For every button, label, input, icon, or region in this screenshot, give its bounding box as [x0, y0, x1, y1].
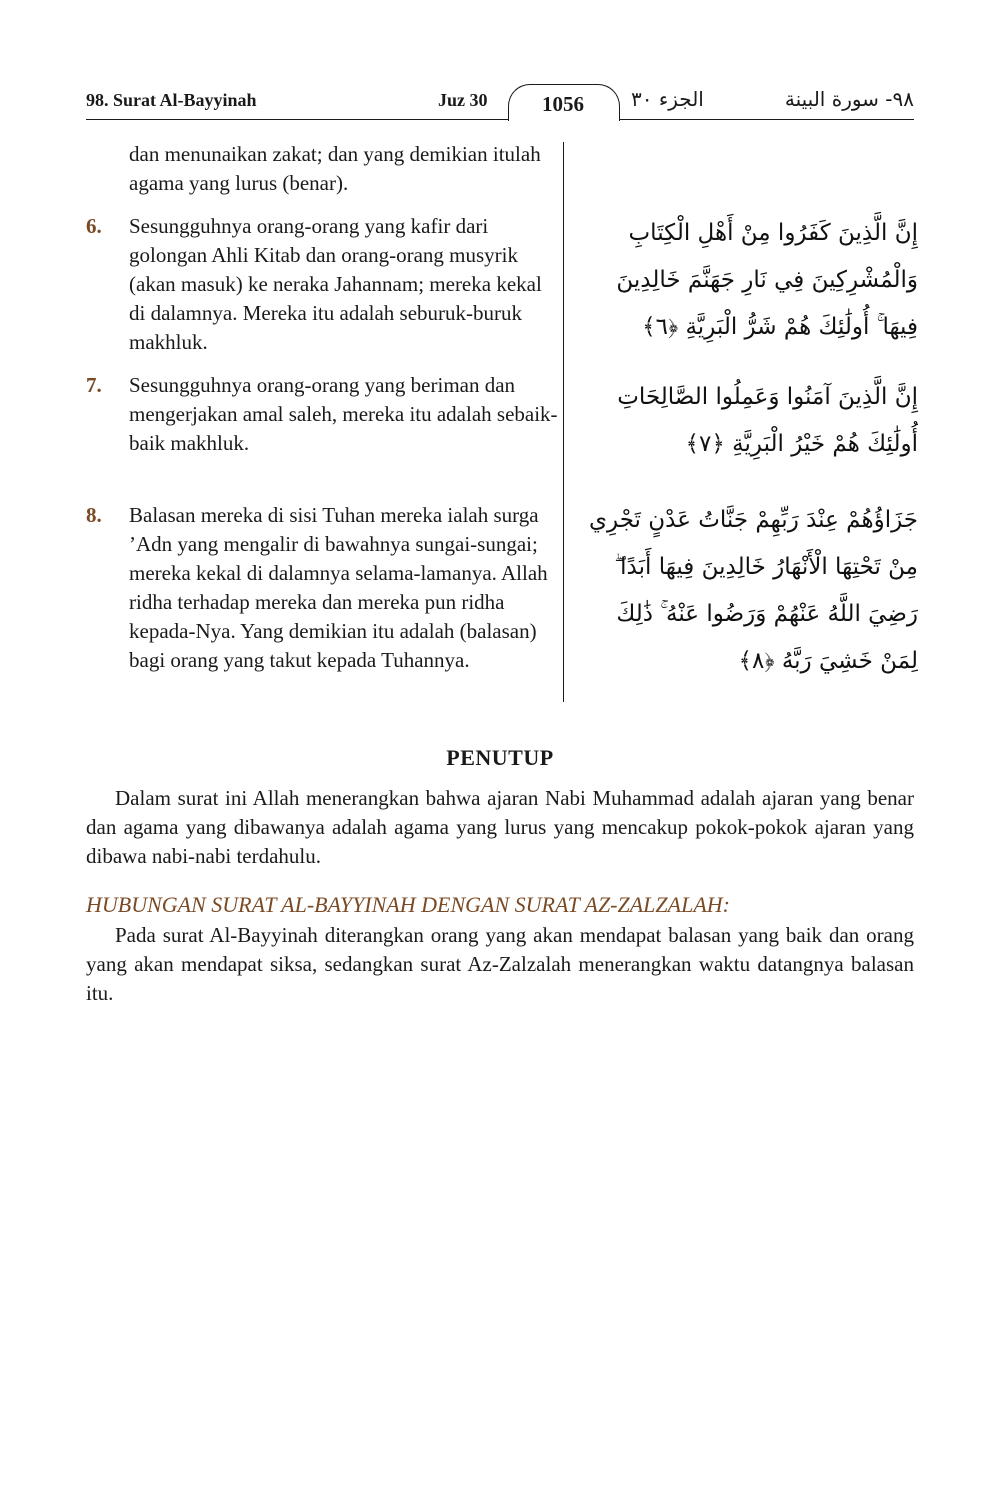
continuation-text: dan menunaikan zakat; dan yang demikian itulah agama yang lurus (benar).	[129, 142, 541, 195]
closing-paragraph: Dalam surat ini Allah menerangkan bahwa ajaran Nabi Muhammad adalah ajaran yang benar dan agama yang dibawanya adalah agama yang lurus yang mencakup pokok-pokok ajaran yang dibawa nabi-nabi terdahulu.	[86, 786, 914, 868]
verse-text: Balasan mereka di sisi Tuhan mereka ialah surga ’Adn yang mengalir di bawahnya sungai-sungai; mereka kekal di dalamnya selama-lamanya. Allah ridha terhadap mereka dan mereka pun ridha kepada-Nya. Yang demikian itu adalah (balasan) bagi orang yang takut kepada Tuhannya.	[129, 503, 548, 672]
header-juz-arabic: الجزء ٣٠	[631, 87, 704, 111]
verse-text: Sesungguhnya orang-orang yang beriman dan mengerjakan amal saleh, mereka itu adalah sebaik-baik makhluk.	[129, 373, 558, 455]
header-surah-arabic: ٩٨- سورة البينة	[784, 87, 914, 111]
section-title: PENUTUP	[446, 745, 554, 770]
verse-number: 7.	[86, 373, 102, 397]
verse-translation	[86, 212, 556, 357]
verse-number: 6.	[86, 214, 102, 238]
arabic-verse-8: جَزَاؤُهُمْ عِنْدَ رَبِّهِمْ جَنَّاتُ عَدْنٍ تَجْرِي مِنْ تَحْتِهَا الْأَنْهَارُ خَالِدِينَ فِيهَا أَبَدًا ۖ رَضِيَ اللَّهُ عَنْهُمْ وَرَضُوا عَنْهُ ۚ ذَٰلِكَ لِمَنْ خَشِيَ رَبَّهُ ﴿٨﴾	[589, 507, 918, 674]
page-header	[86, 82, 914, 126]
relation-paragraph: Pada surat Al-Bayyinah diterangkan orang yang akan mendapat balasan yang baik dan orang yang akan mendapat siksa, sedangkan surat Az-Zalzalah menerangkan waktu datangnya balasan itu.	[86, 923, 914, 1005]
page-number: 1056	[542, 92, 584, 116]
verse-translation	[86, 501, 556, 675]
verse-number: 8.	[86, 503, 102, 527]
arabic-verse-6: إِنَّ الَّذِينَ كَفَرُوا مِنْ أَهْلِ الْكِتَابِ وَالْمُشْرِكِينَ فِي نَارِ جَهَنَّمَ خَالِدِينَ فِيهَا ۚ أُولَٰئِكَ هُمْ شَرُّ الْبَرِيَّةِ ﴿٦﴾	[616, 220, 918, 340]
column-divider	[563, 142, 564, 702]
verse-translation	[86, 371, 556, 458]
header-juz-latin: Juz 30	[438, 90, 488, 110]
header-surah-latin: 98. Surat Al-Bayyinah	[86, 90, 257, 110]
relation-heading: HUBUNGAN SURAT AL-BAYYINAH DENGAN SURAT AZ-ZALZALAH:	[86, 892, 730, 917]
header-rule	[86, 119, 914, 120]
arabic-verse-7: إِنَّ الَّذِينَ آمَنُوا وَعَمِلُوا الصَّالِحَاتِ أُولَٰئِكَ هُمْ خَيْرُ الْبَرِيَّةِ ﴿٧﴾	[617, 384, 918, 457]
verse-text: Sesungguhnya orang-orang yang kafir dari golongan Ahli Kitab dan orang-orang musyrik (akan masuk) ke neraka Jahannam; mereka kekal di dalamnya. Mereka itu adalah seburuk-buruk makhluk.	[129, 214, 542, 354]
